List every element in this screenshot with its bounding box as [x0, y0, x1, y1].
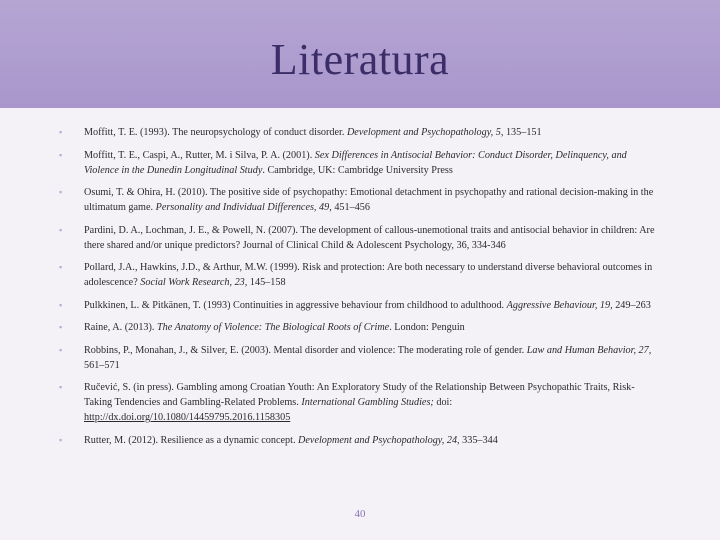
- bullet-icon: ▪: [59, 262, 63, 272]
- reference-item: [56, 223, 656, 253]
- reference-pages: 335–344: [459, 434, 498, 446]
- reference-pages: 451–456: [331, 202, 370, 213]
- reference-item: [56, 343, 656, 373]
- reference-list: [56, 125, 656, 455]
- reference-doi-label: doi:: [433, 397, 453, 408]
- reference-text: Pulkkinen, L. & Pitkänen, T. (1993) Continuities in aggressive behaviour from childhood to adulthood.: [84, 299, 507, 311]
- bullet-icon: ▪: [59, 224, 63, 235]
- reference-item: [56, 433, 656, 448]
- slide-title: Literatura: [270, 35, 450, 84]
- reference-pages: . London: Penguin: [389, 322, 465, 333]
- bullet-icon: ▪: [59, 299, 63, 310]
- bullet-icon: ▪: [59, 187, 63, 197]
- reference-item: [56, 148, 656, 178]
- reference-item: [56, 260, 656, 290]
- reference-item: [56, 380, 656, 425]
- reference-item: [56, 320, 656, 335]
- reference-source: Law and Human Behavior, 27,: [526, 344, 652, 356]
- bullet-icon: ▪: [59, 382, 63, 392]
- reference-text: Raine, A. (2013).: [84, 322, 157, 333]
- reference-text: Osumi, T. & Ohira, H. (2010). The positive side of psychopathy: Emotional detachment in psychopathy and rational decision-making in the ultimatum game.: [84, 187, 654, 213]
- reference-text: Ručević, S. (in press). Gambling among Croatian Youth: An Exploratory Study of the Relationship Between Psychopathic Traits, Risk-Taking Tendencies and Gambling-Related Problems.: [84, 382, 635, 408]
- doi-link[interactable]: http://dx.doi.org/10.1080/14459795.2016.1158305: [84, 412, 291, 423]
- reference-text: Moffitt, T. E., Caspi, A., Rutter, M. i Silva, P. A. (2001).: [84, 149, 315, 161]
- reference-item: [56, 185, 656, 215]
- reference-text: Moffitt, T. E. (1993). The neuropsychology of conduct disorder.: [84, 127, 347, 138]
- bullet-icon: ▪: [59, 344, 63, 355]
- bullet-icon: ▪: [59, 322, 63, 332]
- reference-source: Social Work Research, 23,: [140, 277, 248, 288]
- reference-pages: 249–263: [612, 299, 651, 311]
- reference-source: International Gambling Studies;: [301, 397, 434, 408]
- reference-source: The Anatomy of Violence: The Biological Roots of Crime: [157, 322, 390, 333]
- bullet-icon: ▪: [59, 434, 63, 445]
- reference-source: Personality and Individual Differences, 49,: [155, 202, 332, 213]
- reference-pages: , 135–151: [500, 127, 542, 138]
- reference-text: Pollard, J.A., Hawkins, J.D., & Arthur, M.W. (1999). Risk and protection: Are both necessary to understand diverse behavioral outcomes in adolescence?: [84, 262, 653, 288]
- reference-source: Development and Psychopathology, 5: [346, 127, 501, 138]
- reference-pages: 561–571: [84, 359, 120, 371]
- reference-text: Rutter, M. (2012). Resilience as a dynamic concept.: [84, 434, 299, 446]
- reference-text: Robbins, P., Monahan, J., & Silver, E. (2003). Mental disorder and violence: The moderating role of gender.: [84, 344, 527, 356]
- reference-item: [56, 298, 656, 313]
- reference-item: [56, 125, 656, 140]
- bullet-icon: ▪: [59, 149, 63, 160]
- reference-pages: . Cambridge, UK: Cambridge University Press: [262, 164, 453, 176]
- page-number: 40: [354, 508, 366, 520]
- reference-source: Aggressive Behaviour, 19,: [506, 299, 613, 311]
- bullet-icon: ▪: [59, 127, 63, 137]
- reference-source: Development and Psychopathology, 24,: [298, 434, 460, 446]
- reference-text: Pardini, D. A., Lochman, J. E., & Powell, N. (2007). The development of callous-unemotional traits and antisocial behavior in children: Are there shared and/or unique predictors? Journal of Clinical Child & Adolescent Psychology, 36, 334-346: [84, 224, 655, 251]
- reference-pages: 145–158: [247, 277, 286, 288]
- reference-source: Sex Differences in Antisocial Behavior: Conduct Disorder, Delinquency, and Violence in the Dunedin Longitudinal Study: [84, 149, 627, 176]
